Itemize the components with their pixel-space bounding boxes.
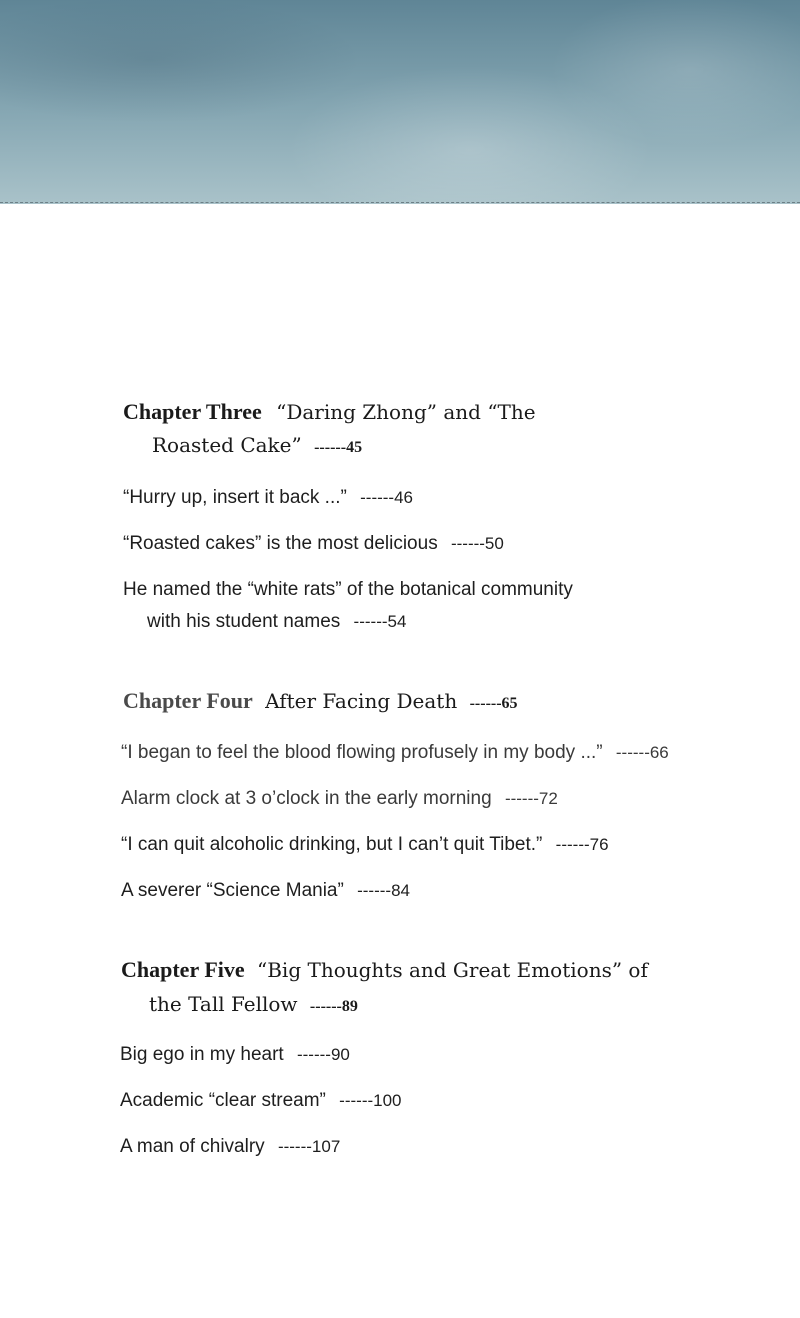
chapter-heading [123,688,518,714]
chapter-title-continued: the Tall Fellow [149,992,298,1016]
page-number: ------84 [357,881,410,900]
page-number: ------72 [504,789,558,808]
entry-title: A severer “Science Mania” [121,880,344,901]
entry-title: “I can quit alcoholic drinking, but I can’t quit Tibet.” [121,834,543,855]
header-banner-image [0,0,800,204]
toc-entry [123,579,573,601]
page-number: ------107 [277,1137,341,1156]
toc-entry [121,880,410,902]
toc-entry [121,742,669,764]
toc-entry [121,788,558,810]
page-number: ------54 [353,612,407,631]
chapter-heading-continued [149,992,358,1016]
toc-entry-continued [147,611,406,633]
chapter-heading [121,957,648,983]
page-number: ------66 [615,743,669,762]
toc-entry [123,487,413,509]
entry-title: Alarm clock at 3 o’clock in the early morning [121,788,492,809]
chapter-label: Chapter Four [123,688,253,713]
page-number: ------100 [339,1091,402,1110]
toc-entry [120,1044,350,1066]
entry-title: A man of chivalry [120,1136,265,1157]
chapter-title: “Daring Zhong” and “The [276,400,536,424]
page-number: ------50 [450,534,504,553]
page-number: ------89 [309,998,358,1015]
chapter-label: Chapter Five [121,957,245,982]
toc-entry [120,1136,340,1158]
chapter-label: Chapter Three [123,399,262,424]
page-number: ------65 [469,695,518,712]
entry-title: Academic “clear stream” [120,1090,326,1111]
entry-title: “Roasted cakes” is the most delicious [123,533,438,554]
entry-title: “Hurry up, insert it back ...” [123,487,347,508]
toc-entry [121,834,609,856]
chapter-heading-continued [152,433,362,457]
toc-entry [123,533,504,555]
page-number: ------45 [314,439,363,456]
chapter-heading [123,399,536,425]
page-number: ------46 [360,488,414,507]
page-number: ------90 [296,1045,350,1064]
entry-title: He named the “white rats” of the botanical community [123,579,573,600]
chapter-title: After Facing Death [265,689,458,713]
chapter-title-continued: Roasted Cake” [152,433,302,457]
entry-title-continued: with his student names [147,611,341,632]
toc-entry [120,1090,402,1112]
chapter-title: “Big Thoughts and Great Emotions” of [257,958,648,982]
banner-divider [0,202,800,205]
entry-title: “I began to feel the blood flowing profusely in my body ...” [121,742,603,763]
entry-title: Big ego in my heart [120,1044,284,1065]
page-number: ------76 [555,835,609,854]
